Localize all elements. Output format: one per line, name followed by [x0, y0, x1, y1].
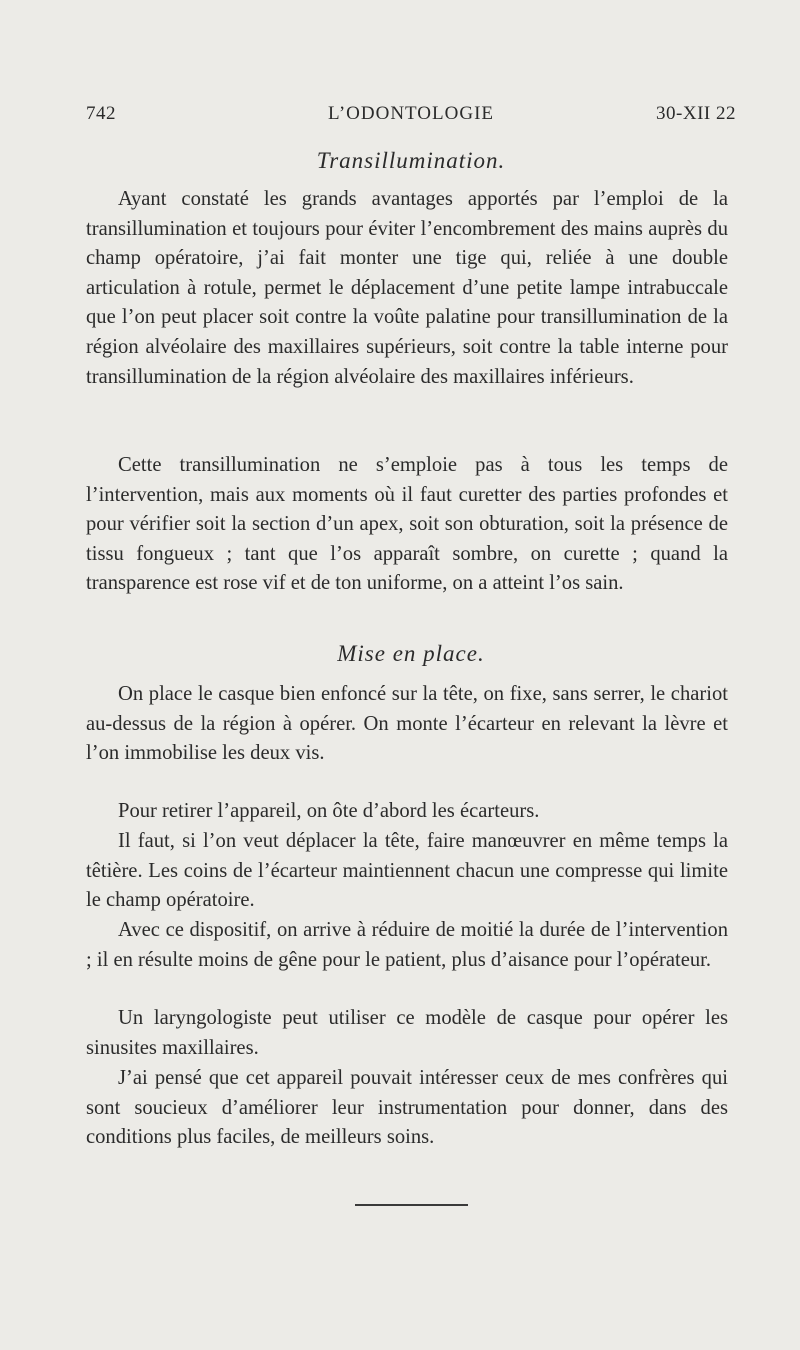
- paragraph: Cette transillumination ne s’emploie pas à tous les temps de l’intervention, mais aux moments où il faut curetter des parties profondes et pour vérifier soit la section d’un apex, soit son obturation, soit la présence de tissu fongueux ; tant que l’os apparaît sombre, on curette ; quand la transparence est rose vif et de ton uniforme, on a atteint l’os sain.: [86, 454, 728, 595]
- running-head: [86, 103, 736, 131]
- section-heading-mise-en-place: Mise en place.: [337, 641, 485, 666]
- page-number: 742: [86, 103, 116, 124]
- paragraph: Il faut, si l’on veut déplacer la tête, faire manœuvrer en même temps la têtière. Les coins de l’écarteur maintiennent chacun une compresse qui limite le champ opératoire.: [86, 830, 728, 912]
- section-heading-transillumination: Transillumination.: [316, 148, 506, 173]
- paragraph: On place le casque bien enfoncé sur la tête, on fixe, sans serrer, le chariot au-dessus de la région à opérer. On monte l’écarteur en relevant la lèvre et l’on immobilise les deux vis.: [86, 683, 728, 765]
- journal-title: L’ODONTOLOGIE: [327, 103, 495, 124]
- paragraph: J’ai pensé que cet appareil pouvait intéresser ceux de mes confrères qui sont soucieux d’améliorer leur instrumentation pour donner, dans des conditions plus faciles, de meilleurs soins.: [86, 1067, 728, 1149]
- paragraph: Ayant constaté les grands avantages apportés par l’emploi de la transillumination et toujours pour éviter l’encombrement des mains auprès du champ opératoire, j’ai fait monter une tige qui, reliée à une double articulation à rotule, permet le déplacement d’une petite lampe intrabuccale que l’on peut placer soit contre la voûte palatine pour transillumination de la région alvéolaire des maxillaires supérieurs, soit contre la table interne pour transillumination de la région alvéolaire des maxillaires inférieurs.: [86, 188, 728, 388]
- paragraph: Pour retirer l’appareil, on ôte d’abord les écarteurs.: [118, 800, 540, 822]
- paragraph: Avec ce dispositif, on arrive à réduire de moitié la durée de l’intervention ; il en résulte moins de gêne pour le patient, plus d’aisance pour l’opérateur.: [86, 919, 728, 971]
- paragraph: Un laryngologiste peut utiliser ce modèle de casque pour opérer les sinusites maxillaires.: [86, 1007, 728, 1059]
- issue-date: 30-XII 22: [656, 103, 736, 124]
- end-rule: [355, 1204, 468, 1206]
